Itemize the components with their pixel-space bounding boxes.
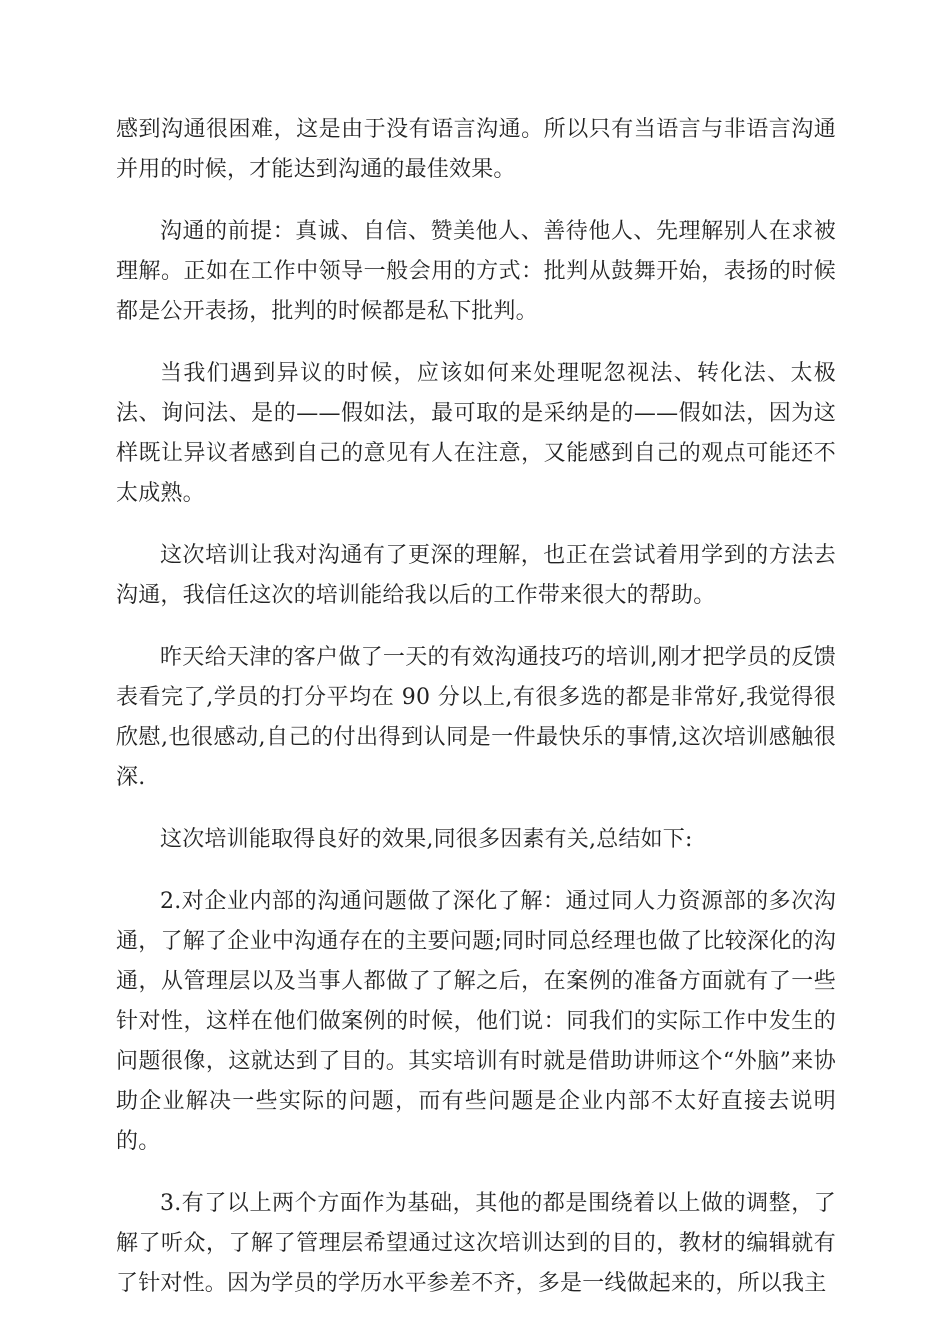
document-body (116, 110, 836, 1304)
paragraph-7: 2.对企业内部的沟通问题做了深化了解：通过同人力资源部的多次沟通，了解了企业中沟通存在的主要问题;同时同总经理也做了比较深化的沟通，从管理层以及当事人都做了了解之后，在案例的准备方面就有了一些针对性，这样在他们做案例的时候，他们说：同我们的实际工作中发生的问题很像，这就达到了目的。其实培训有时就是借助讲师这个“外脑”来协助企业解决一些实际的问题，而有些问题是企业内部不太好直接去说明的。 (116, 889, 836, 1154)
paragraph-5: 昨天给天津的客户做了一天的有效沟通技巧的培训,刚才把学员的反馈表看完了,学员的打分平均在 90 分以上,有很多选的都是非常好,我觉得很欣慰,也很感动,自己的付出得到认同是一件最快乐的事情,这次培训感触很深. (116, 645, 836, 790)
paragraph-6: 这次培训能取得良好的效果,同很多因素有关,总结如下: (160, 827, 693, 852)
paragraph-1: 感到沟通很困难，这是由于没有语言沟通。所以只有当语言与非语言沟通并用的时候，才能达到沟通的最佳效果。 (116, 117, 836, 182)
paragraph-3: 当我们遇到异议的时候，应该如何来处理呢忽视法、转化法、太极法、询问法、是的——假如法，最可取的是采纳是的——假如法，因为这样既让异议者感到自己的意见有人在注意，又能感到自己的观点可能还不太成熟。 (116, 361, 836, 506)
paragraph-2: 沟通的前提：真诚、自信、赞美他人、善待他人、先理解别人在求被理解。正如在工作中领导一般会用的方式：批判从鼓舞开始，表扬的时候都是公开表扬，批判的时候都是私下批判。 (116, 219, 836, 324)
paragraph-4: 这次培训让我对沟通有了更深的理解，也正在尝试着用学到的方法去沟通，我信任这次的培训能给我以后的工作带来很大的帮助。 (116, 543, 836, 608)
paragraph-8: 3.有了以上两个方面作为基础，其他的都是围绕着以上做的调整，了解了听众，了解了管理层希望通过这次培训达到的目的，教材的编辑就有了针对性。因为学员的学历水平参差不齐，多是一线做起来的，所以我主 (116, 1191, 836, 1296)
